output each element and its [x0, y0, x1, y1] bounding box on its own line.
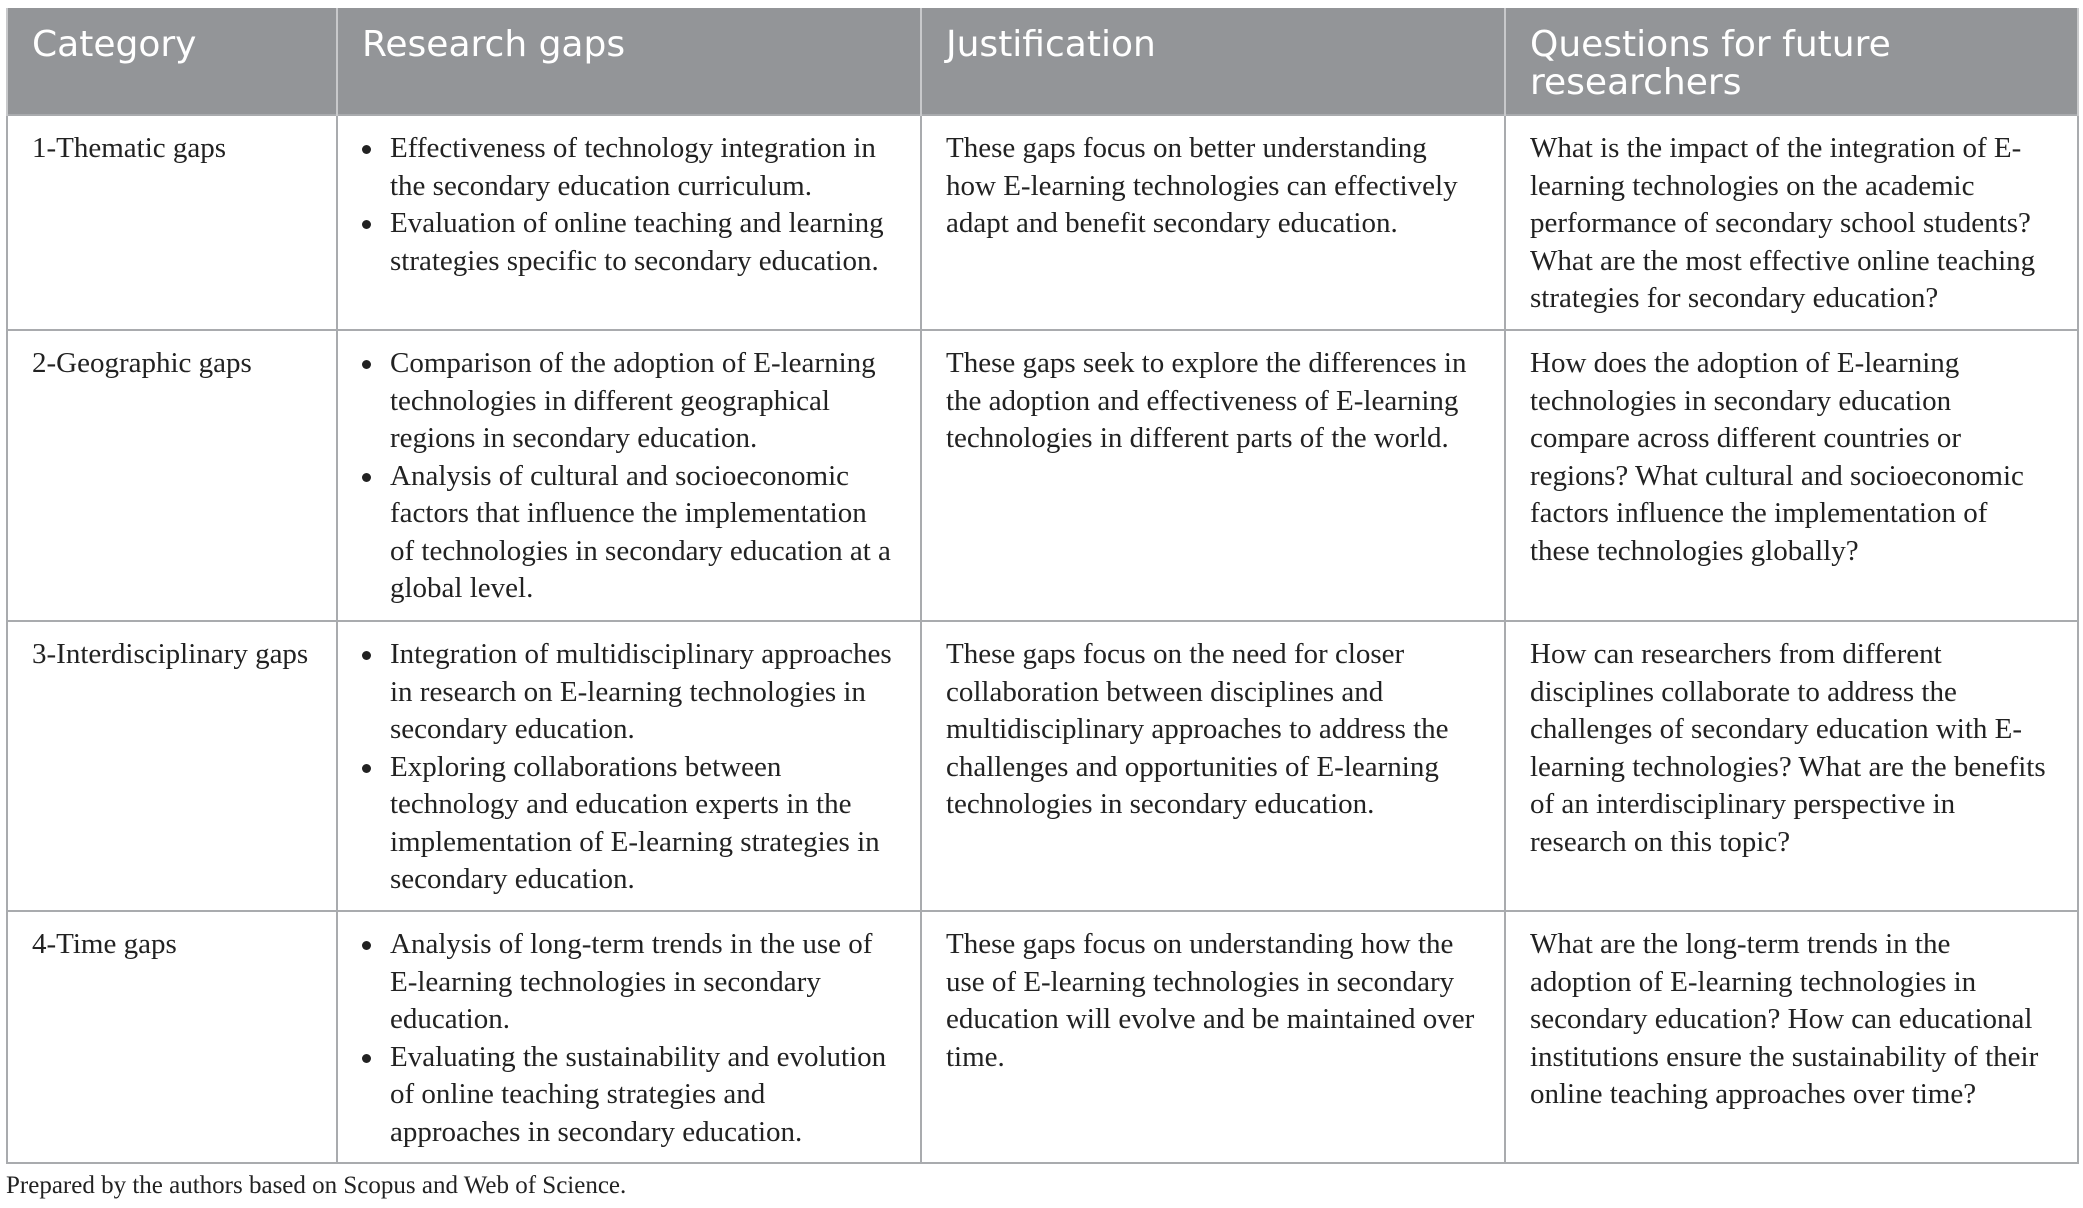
header-justification: Justification [921, 8, 1505, 115]
research-gap-item: Analysis of cultural and socioeconomic factors that influence the implementation of technologies in secondary education at a global level. [362, 458, 896, 608]
research-gaps-cell [337, 911, 921, 1163]
table-row [7, 911, 2078, 1163]
research-gaps-list [362, 130, 896, 280]
research-gaps-cell [337, 330, 921, 621]
research-gaps-list [362, 636, 896, 899]
research-gap-item: Effectiveness of technology integration in the secondary education curriculum. [362, 130, 896, 205]
justification-cell: These gaps focus on the need for closer collaboration between disciplines and multidisciplinary approaches to address the challenges and opportunities of E-learning technologies in secondary education. [921, 621, 1505, 911]
questions-cell: How can researchers from different disciplines collaborate to address the challenges of secondary education with E-learning technologies? What are the benefits of an interdisciplinary perspective in research on this topic? [1505, 621, 2078, 911]
questions-cell: What are the long-term trends in the adoption of E-learning technologies in secondary education? How can educational institutions ensure the sustainability of their online teaching approaches over time? [1505, 911, 2078, 1163]
category-cell: 2-Geographic gaps [7, 330, 337, 621]
research-gap-item: Evaluating the sustainability and evolution of online teaching strategies and approaches in secondary education. [362, 1039, 896, 1152]
category-cell: 4-Time gaps [7, 911, 337, 1163]
research-gaps-table-container [6, 8, 2077, 1164]
category-cell: 3-Interdisciplinary gaps [7, 621, 337, 911]
table-row [7, 115, 2078, 330]
header-research-gaps: Research gaps [337, 8, 921, 115]
category-cell: 1-Thematic gaps [7, 115, 337, 330]
table-row [7, 330, 2078, 621]
header-questions: Questions for future researchers [1505, 8, 2078, 115]
research-gap-item: Exploring collaborations between technology and education experts in the implementation of E-learning strategies in secondary education. [362, 749, 896, 899]
justification-cell: These gaps focus on better understanding how E-learning technologies can effectively adapt and benefit secondary education. [921, 115, 1505, 330]
questions-cell: How does the adoption of E-learning technologies in secondary education compare across different countries or regions? What cultural and socioeconomic factors influence the implementation of these technologies globally? [1505, 330, 2078, 621]
research-gaps-cell [337, 621, 921, 911]
research-gap-item: Evaluation of online teaching and learning strategies specific to secondary education. [362, 205, 896, 280]
research-gap-item: Comparison of the adoption of E-learning technologies in different geographical regions in secondary education. [362, 345, 896, 458]
header-category: Category [7, 8, 337, 115]
table-header-row [7, 8, 2078, 115]
questions-cell: What is the impact of the integration of E-learning technologies on the academic performance of secondary school students? What are the most effective online teaching strategies for secondary education? [1505, 115, 2078, 330]
table-row [7, 621, 2078, 911]
research-gap-item: Analysis of long-term trends in the use of E-learning technologies in secondary education. [362, 926, 896, 1039]
research-gaps-cell [337, 115, 921, 330]
justification-cell: These gaps focus on understanding how the use of E-learning technologies in secondary education will evolve and be maintained over time. [921, 911, 1505, 1163]
research-gap-item: Integration of multidisciplinary approaches in research on E-learning technologies in secondary education. [362, 636, 896, 749]
research-gaps-list [362, 926, 896, 1151]
table-footnote: Prepared by the authors based on Scopus and Web of Science. [6, 1172, 627, 1199]
research-gaps-table [6, 8, 2079, 1164]
research-gaps-list [362, 345, 896, 608]
justification-cell: These gaps seek to explore the differences in the adoption and effectiveness of E-learning technologies in different parts of the world. [921, 330, 1505, 621]
